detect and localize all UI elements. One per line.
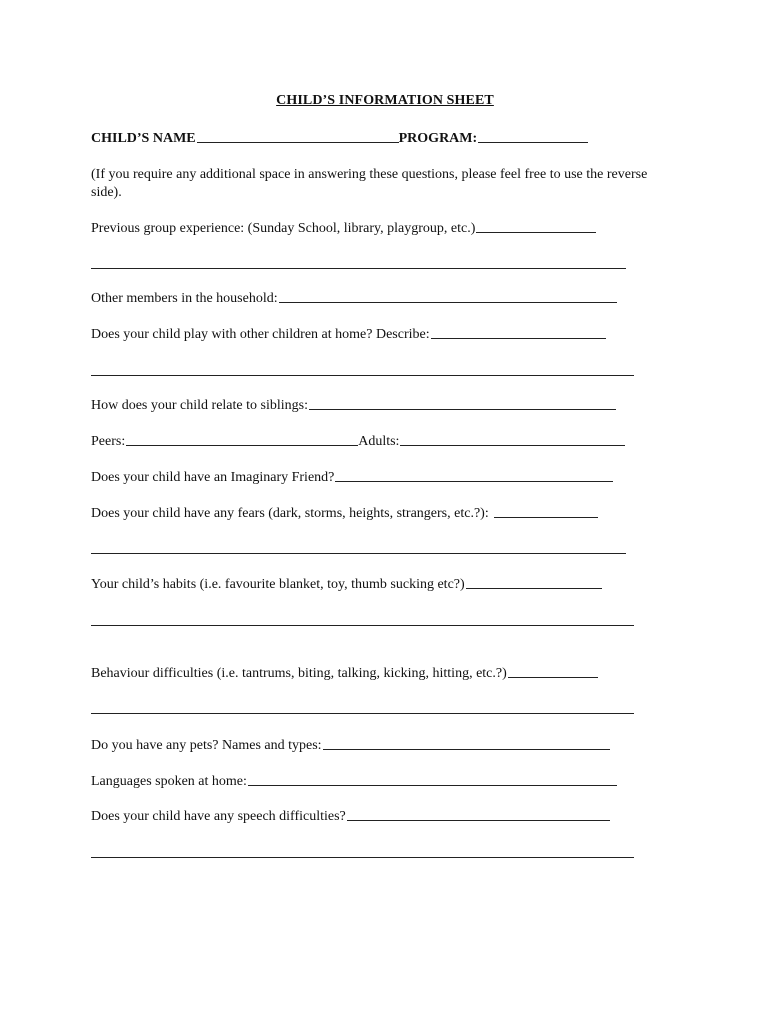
play-others-label: Does your child play with other children at home? Describe: bbox=[91, 327, 430, 342]
previous-group-field[interactable] bbox=[476, 220, 596, 233]
form-title: CHILD’S INFORMATION SHEET bbox=[276, 93, 494, 108]
languages-row bbox=[91, 773, 617, 791]
imaginary-friend-field[interactable] bbox=[335, 469, 613, 482]
habits-label: Your child’s habits (i.e. favourite blanket, toy, thumb sucking etc?) bbox=[91, 577, 465, 592]
siblings-label: How does your child relate to siblings: bbox=[91, 398, 308, 413]
play-others-row bbox=[91, 326, 606, 344]
previous-group-label: Previous group experience: (Sunday School, library, playgroup, etc.) bbox=[91, 221, 476, 236]
behaviour-label: Behaviour difficulties (i.e. tantrums, biting, talking, kicking, hitting, etc.?) bbox=[91, 666, 507, 681]
adults-field[interactable] bbox=[400, 433, 625, 446]
languages-label: Languages spoken at home: bbox=[91, 774, 247, 789]
child-name-label: CHILD’S NAME bbox=[91, 131, 196, 146]
behaviour-row bbox=[91, 665, 598, 683]
siblings-field[interactable] bbox=[309, 397, 616, 410]
household-field[interactable] bbox=[279, 290, 617, 303]
child-name-row bbox=[91, 130, 588, 148]
peers-field[interactable] bbox=[126, 433, 358, 446]
speech-field[interactable] bbox=[347, 808, 610, 821]
habits-field[interactable] bbox=[466, 576, 602, 589]
program-field[interactable] bbox=[478, 130, 588, 143]
household-row bbox=[91, 290, 617, 308]
fears-field[interactable] bbox=[494, 505, 598, 518]
pets-field[interactable] bbox=[323, 737, 610, 750]
fears-extra-line[interactable] bbox=[91, 553, 626, 554]
speech-extra-line[interactable] bbox=[91, 857, 634, 858]
pets-label: Do you have any pets? Names and types: bbox=[91, 738, 322, 753]
siblings-row bbox=[91, 397, 616, 415]
speech-label: Does your child have any speech difficulties? bbox=[91, 809, 346, 824]
behaviour-extra-line[interactable] bbox=[91, 713, 634, 714]
imaginary-friend-row bbox=[91, 469, 613, 487]
peers-adults-row bbox=[91, 433, 625, 451]
speech-row bbox=[91, 808, 610, 826]
habits-extra-line[interactable] bbox=[91, 625, 634, 626]
adults-label: Adults: bbox=[358, 434, 400, 449]
imaginary-friend-label: Does your child have an Imaginary Friend? bbox=[91, 470, 335, 485]
pets-row bbox=[91, 737, 610, 755]
behaviour-field[interactable] bbox=[508, 665, 598, 678]
habits-row bbox=[91, 576, 602, 594]
previous-group-extra-line[interactable] bbox=[91, 268, 626, 269]
instructions-text: (If you require any additional space in answering these questions, please feel free to use the reverse side). bbox=[91, 167, 648, 200]
child-name-field[interactable] bbox=[197, 130, 399, 143]
household-label: Other members in the household: bbox=[91, 291, 278, 306]
previous-group-row bbox=[91, 220, 596, 238]
play-others-extra-line[interactable] bbox=[91, 375, 634, 376]
fears-row bbox=[91, 505, 598, 523]
languages-field[interactable] bbox=[248, 773, 617, 786]
fears-label: Does your child have any fears (dark, storms, heights, strangers, etc.?): bbox=[91, 506, 489, 521]
play-others-field[interactable] bbox=[431, 326, 606, 339]
program-label: PROGRAM: bbox=[398, 131, 478, 146]
peers-label: Peers: bbox=[91, 434, 126, 449]
